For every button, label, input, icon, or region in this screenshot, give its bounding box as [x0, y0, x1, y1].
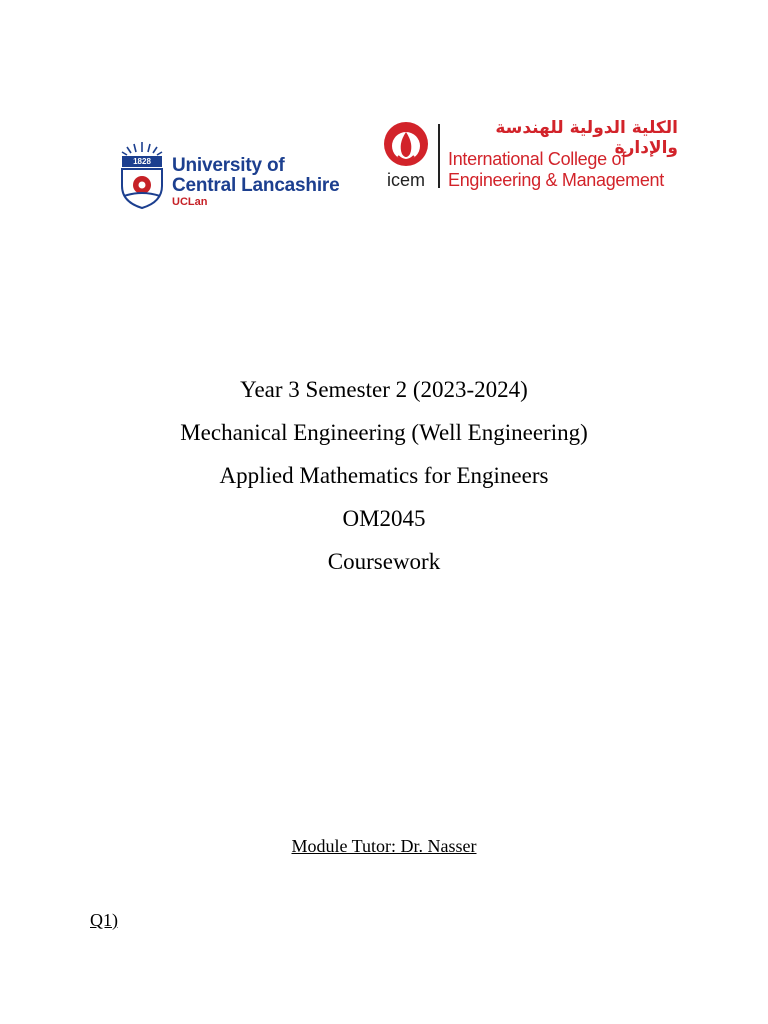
year-semester: Year 3 Semester 2 (2023-2024): [240, 377, 528, 402]
icem-arabic-name: الكلية الدولية للهندسة والإدارة: [495, 118, 678, 158]
uclan-wordmark: [172, 156, 339, 209]
assessment-type: Coursework: [327, 549, 441, 574]
cover-title-block: [0, 368, 768, 583]
icem-divider: [438, 124, 440, 188]
uclan-name-line1: University of: [172, 155, 285, 176]
question-label: Q1): [90, 910, 118, 930]
uclan-short-name: UCLan: [172, 196, 208, 208]
uclan-crest-year: 1828: [133, 157, 151, 166]
module-code: OM2045: [342, 506, 426, 531]
icem-name-line2: Engineering & Management: [448, 170, 664, 190]
uclan-crest-icon: [120, 140, 164, 210]
uclan-logo: [120, 140, 350, 212]
icem-name-line1: International College of: [448, 149, 626, 169]
module-name: Applied Mathematics for Engineers: [219, 463, 549, 488]
uclan-name-line2: Central Lancashire: [172, 175, 340, 196]
programme-name: Mechanical Engineering (Well Engineering): [180, 420, 588, 445]
icem-logo: [378, 118, 688, 196]
module-tutor: Module Tutor: Dr. Nasser: [291, 836, 477, 856]
icem-abbreviation: icem: [386, 170, 425, 190]
icem-english-name: [448, 149, 664, 191]
